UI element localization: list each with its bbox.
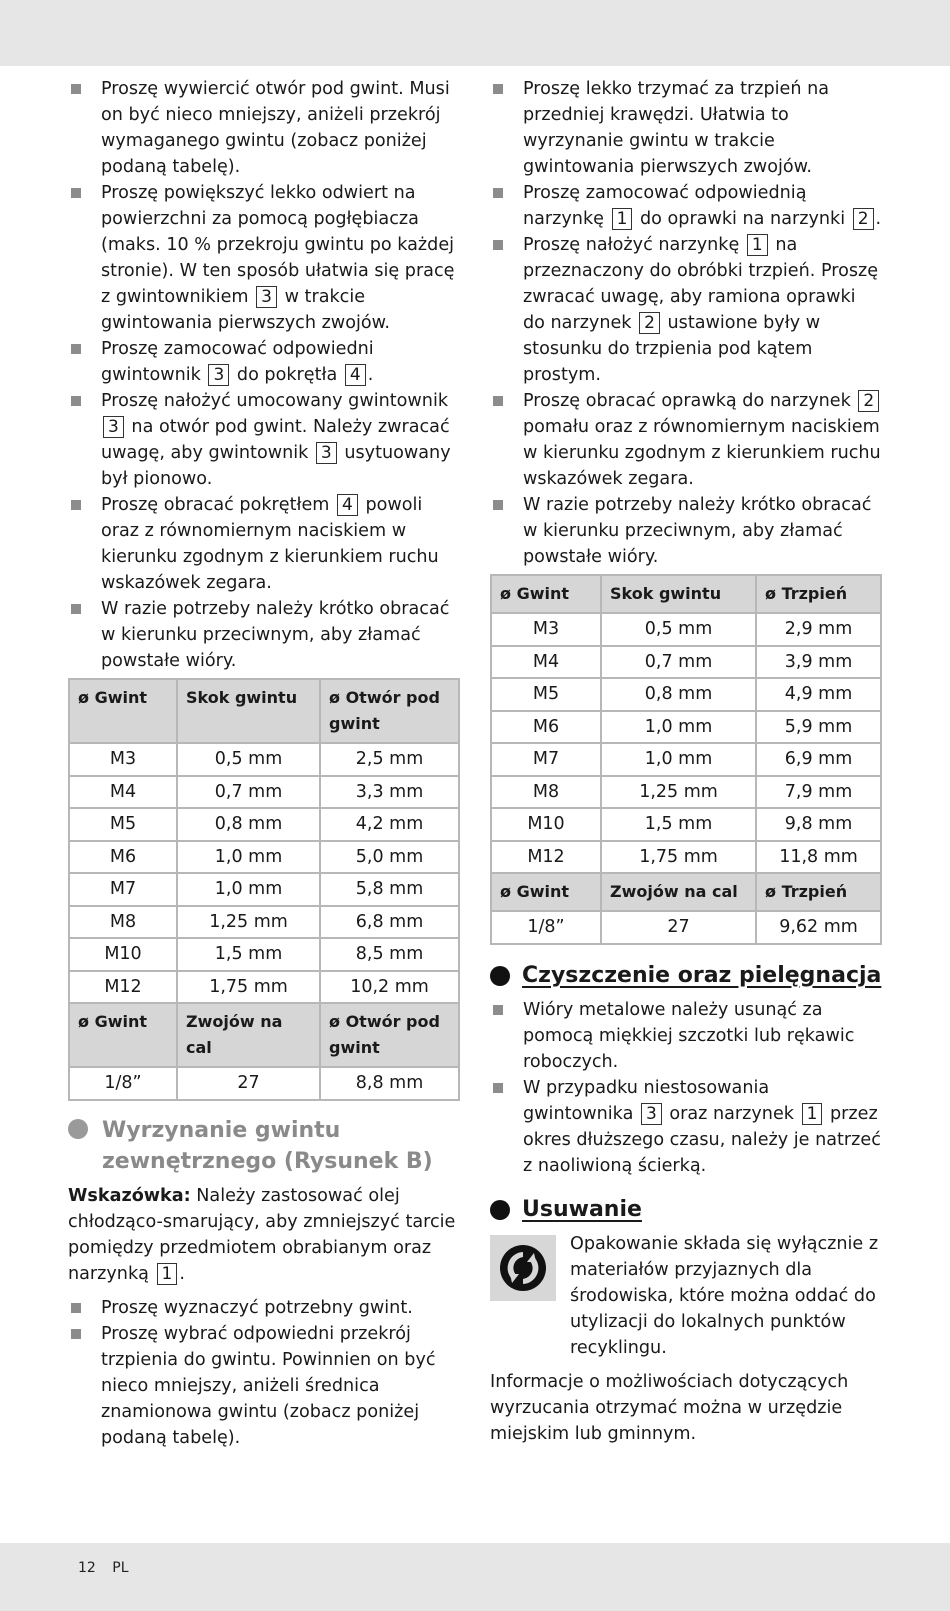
recycling-icon (490, 1235, 556, 1301)
bullet-square-icon (493, 188, 503, 198)
disposal-text: Opakowanie składa się wyłącznie z materiałów przyjaznych dla środowiska, które można oddać do utylizacji do lokalnych punktów recyklingu. (570, 1233, 879, 1358)
ref-number: 1 (747, 234, 768, 256)
footer-band (0, 1543, 950, 1611)
table-row: 1/8” 27 8,8 mm (69, 1067, 459, 1100)
rod-size-table (490, 574, 882, 945)
list-item: Proszę powiększyć lekko odwiert na powierzchni za pomocą pogłębiacza (maks. 10 % przekroju gwintu po każdej stronie). W ten sposób ułatwia się pracę z gwintownikiem 3 w trakcie gwintowania pierwszych zwojów. (68, 180, 460, 336)
table-row: M5 0,8 mm 4,9 mm (491, 678, 881, 711)
table-row: M6 1,0 mm 5,0 mm (69, 841, 459, 874)
ref-number: 2 (853, 208, 874, 230)
bullet-square-icon (493, 500, 503, 510)
section-title: Wyrzynanie gwintu zewnętrznego (Rysunek B) (102, 1117, 433, 1174)
table-header-row: ø Gwint Skok gwintu ø Trzpień (491, 575, 881, 613)
table-row: M3 0,5 mm 2,9 mm (491, 613, 881, 646)
table-header-row: ø Gwint Zwojów na cal ø Otwór pod gwint (69, 1003, 459, 1067)
ref-number: 1 (802, 1103, 823, 1125)
bullet-square-icon (71, 500, 81, 510)
page-number: 12 (78, 1560, 96, 1576)
bullet-circle-icon (490, 1200, 510, 1220)
section-heading (68, 1115, 460, 1177)
bullet-square-icon (71, 188, 81, 198)
bullet-square-icon (71, 344, 81, 354)
bullet-square-icon (493, 396, 503, 406)
bullet-square-icon (71, 84, 81, 94)
bullet-circle-icon (490, 966, 510, 986)
table-row: M12 1,75 mm 10,2 mm (69, 971, 459, 1004)
bullet-square-icon (493, 84, 503, 94)
left-column (68, 76, 460, 1451)
bullet-square-icon (493, 1083, 503, 1093)
section-title: Usuwanie (522, 1196, 642, 1222)
table-row: M8 1,25 mm 6,8 mm (69, 906, 459, 939)
list-item: Wióry metalowe należy usunąć za pomocą miękkiej szczotki lub rękawic roboczych. (490, 997, 882, 1075)
table-header-row: ø Gwint Skok gwintu ø Otwór pod gwint (69, 679, 459, 743)
list-item: W razie potrzeby należy krótko obracać w kierunku przeciwnym, aby złamać powstałe wióry. (68, 596, 460, 674)
bullet-square-icon (71, 1329, 81, 1339)
table-row: M3 0,5 mm 2,5 mm (69, 743, 459, 776)
table-row: M10 1,5 mm 9,8 mm (491, 808, 881, 841)
drilling-steps-list (68, 76, 460, 674)
header-band (0, 0, 950, 66)
ref-number: 4 (345, 364, 366, 386)
ref-number: 3 (316, 442, 337, 464)
list-item: Proszę wywiercić otwór pod gwint. Musi on być nieco mniejszy, aniżeli przekrój wymaganego gwintu (zobacz poniżej podaną tabelę). (68, 76, 460, 180)
right-column (490, 76, 882, 1447)
ref-number: 3 (641, 1103, 662, 1125)
table-row: M12 1,75 mm 11,8 mm (491, 841, 881, 874)
cleaning-heading (490, 961, 882, 991)
ref-number: 2 (639, 312, 660, 334)
ref-number: 3 (208, 364, 229, 386)
ref-number: 2 (858, 390, 879, 412)
bullet-square-icon (493, 240, 503, 250)
table-row: M5 0,8 mm 4,2 mm (69, 808, 459, 841)
list-item: Proszę zamocować odpowiedni gwintownik 3 do pokrętła 4 . (68, 336, 460, 388)
disposal-info: Informacje o możliwościach dotyczących wyrzucania otrzymać można w urzędzie miejskim lub gminnym. (490, 1371, 849, 1444)
table-header-row: ø Gwint Zwojów na cal ø Trzpień (491, 873, 881, 911)
table-row: M7 1,0 mm 6,9 mm (491, 743, 881, 776)
cleaning-list (490, 997, 882, 1179)
hint-label: Wskazówka: (68, 1185, 191, 1206)
list-item: Proszę lekko trzymać za trzpień na przedniej krawędzi. Ułatwia to wyrzynanie gwintu w trakcie gwintowania pierwszych zwojów. (490, 76, 882, 180)
ref-number: 1 (612, 208, 633, 230)
bullet-square-icon (493, 1005, 503, 1015)
table-row: M4 0,7 mm 3,9 mm (491, 646, 881, 679)
page-footer (78, 1560, 141, 1576)
table-row: M6 1,0 mm 5,9 mm (491, 711, 881, 744)
list-item: Proszę zamocować odpowiednią narzynkę 1 do oprawki na narzynki 2 . (490, 180, 882, 232)
bullet-square-icon (71, 396, 81, 406)
table-row: M7 1,0 mm 5,8 mm (69, 873, 459, 906)
list-item: Proszę nałożyć narzynkę 1 na przeznaczony do obróbki trzpień. Proszę zwracać uwagę, aby ramiona oprawki do narzynek 2 ustawione były w stosunku do trzpienia pod kątem prostym. (490, 232, 882, 388)
table-row: M8 1,25 mm 7,9 mm (491, 776, 881, 809)
list-item: W przypadku niestosowania gwintownika 3 oraz narzynek 1 przez okres dłuższego czasu, należy je natrzeć z naoliwioną ścierką. (490, 1075, 882, 1179)
list-item: Proszę obracać pokrętłem 4 powoli oraz z równomiernym naciskiem w kierunku zgodnym z kierunkiem ruchu wskazówek zegara. (68, 492, 460, 596)
table-row: M4 0,7 mm 3,3 mm (69, 776, 459, 809)
list-item: W razie potrzeby należy krótko obracać w kierunku przeciwnym, aby złamać powstałe wióry. (490, 492, 882, 570)
hole-size-table (68, 678, 460, 1101)
hint-paragraph: Wskazówka: Należy zastosować olej chłodząco-smarujący, aby zmniejszyć tarcie pomiędzy przedmiotem obrabianym oraz narzynką 1 . (68, 1185, 456, 1284)
bullet-square-icon (71, 604, 81, 614)
list-item: Proszę nałożyć umocowany gwintownik 3 na otwór pod gwint. Należy zwracać uwagę, aby gwintownik 3 usytuowany był pionowo. (68, 388, 460, 492)
table-row: 1/8” 27 9,62 mm (491, 911, 881, 944)
ref-number: 1 (157, 1263, 178, 1285)
list-item: Proszę obracać oprawką do narzynek 2 pomału oraz z równomiernym naciskiem w kierunku zgodnym z kierunkiem ruchu wskazówek zegara. (490, 388, 882, 492)
bullet-circle-icon (68, 1119, 88, 1139)
ref-number: 4 (337, 494, 358, 516)
external-thread-steps-list (68, 1295, 460, 1451)
bullet-square-icon (71, 1303, 81, 1313)
die-steps-list (490, 76, 882, 570)
list-item: Proszę wybrać odpowiedni przekrój trzpienia do gwintu. Powinnien on być nieco mniejszy, aniżeli średnica znamionowa gwintu (zobacz poniżej podaną tabelę). (68, 1321, 460, 1451)
language-code: PL (112, 1560, 129, 1576)
ref-number: 3 (256, 286, 277, 308)
section-title: Czyszczenie oraz pielęgnacja (522, 962, 882, 988)
list-item: Proszę wyznaczyć potrzebny gwint. (68, 1295, 460, 1321)
ref-number: 3 (103, 416, 124, 438)
disposal-heading (490, 1195, 882, 1225)
disposal-block (490, 1231, 882, 1361)
table-row: M10 1,5 mm 8,5 mm (69, 938, 459, 971)
